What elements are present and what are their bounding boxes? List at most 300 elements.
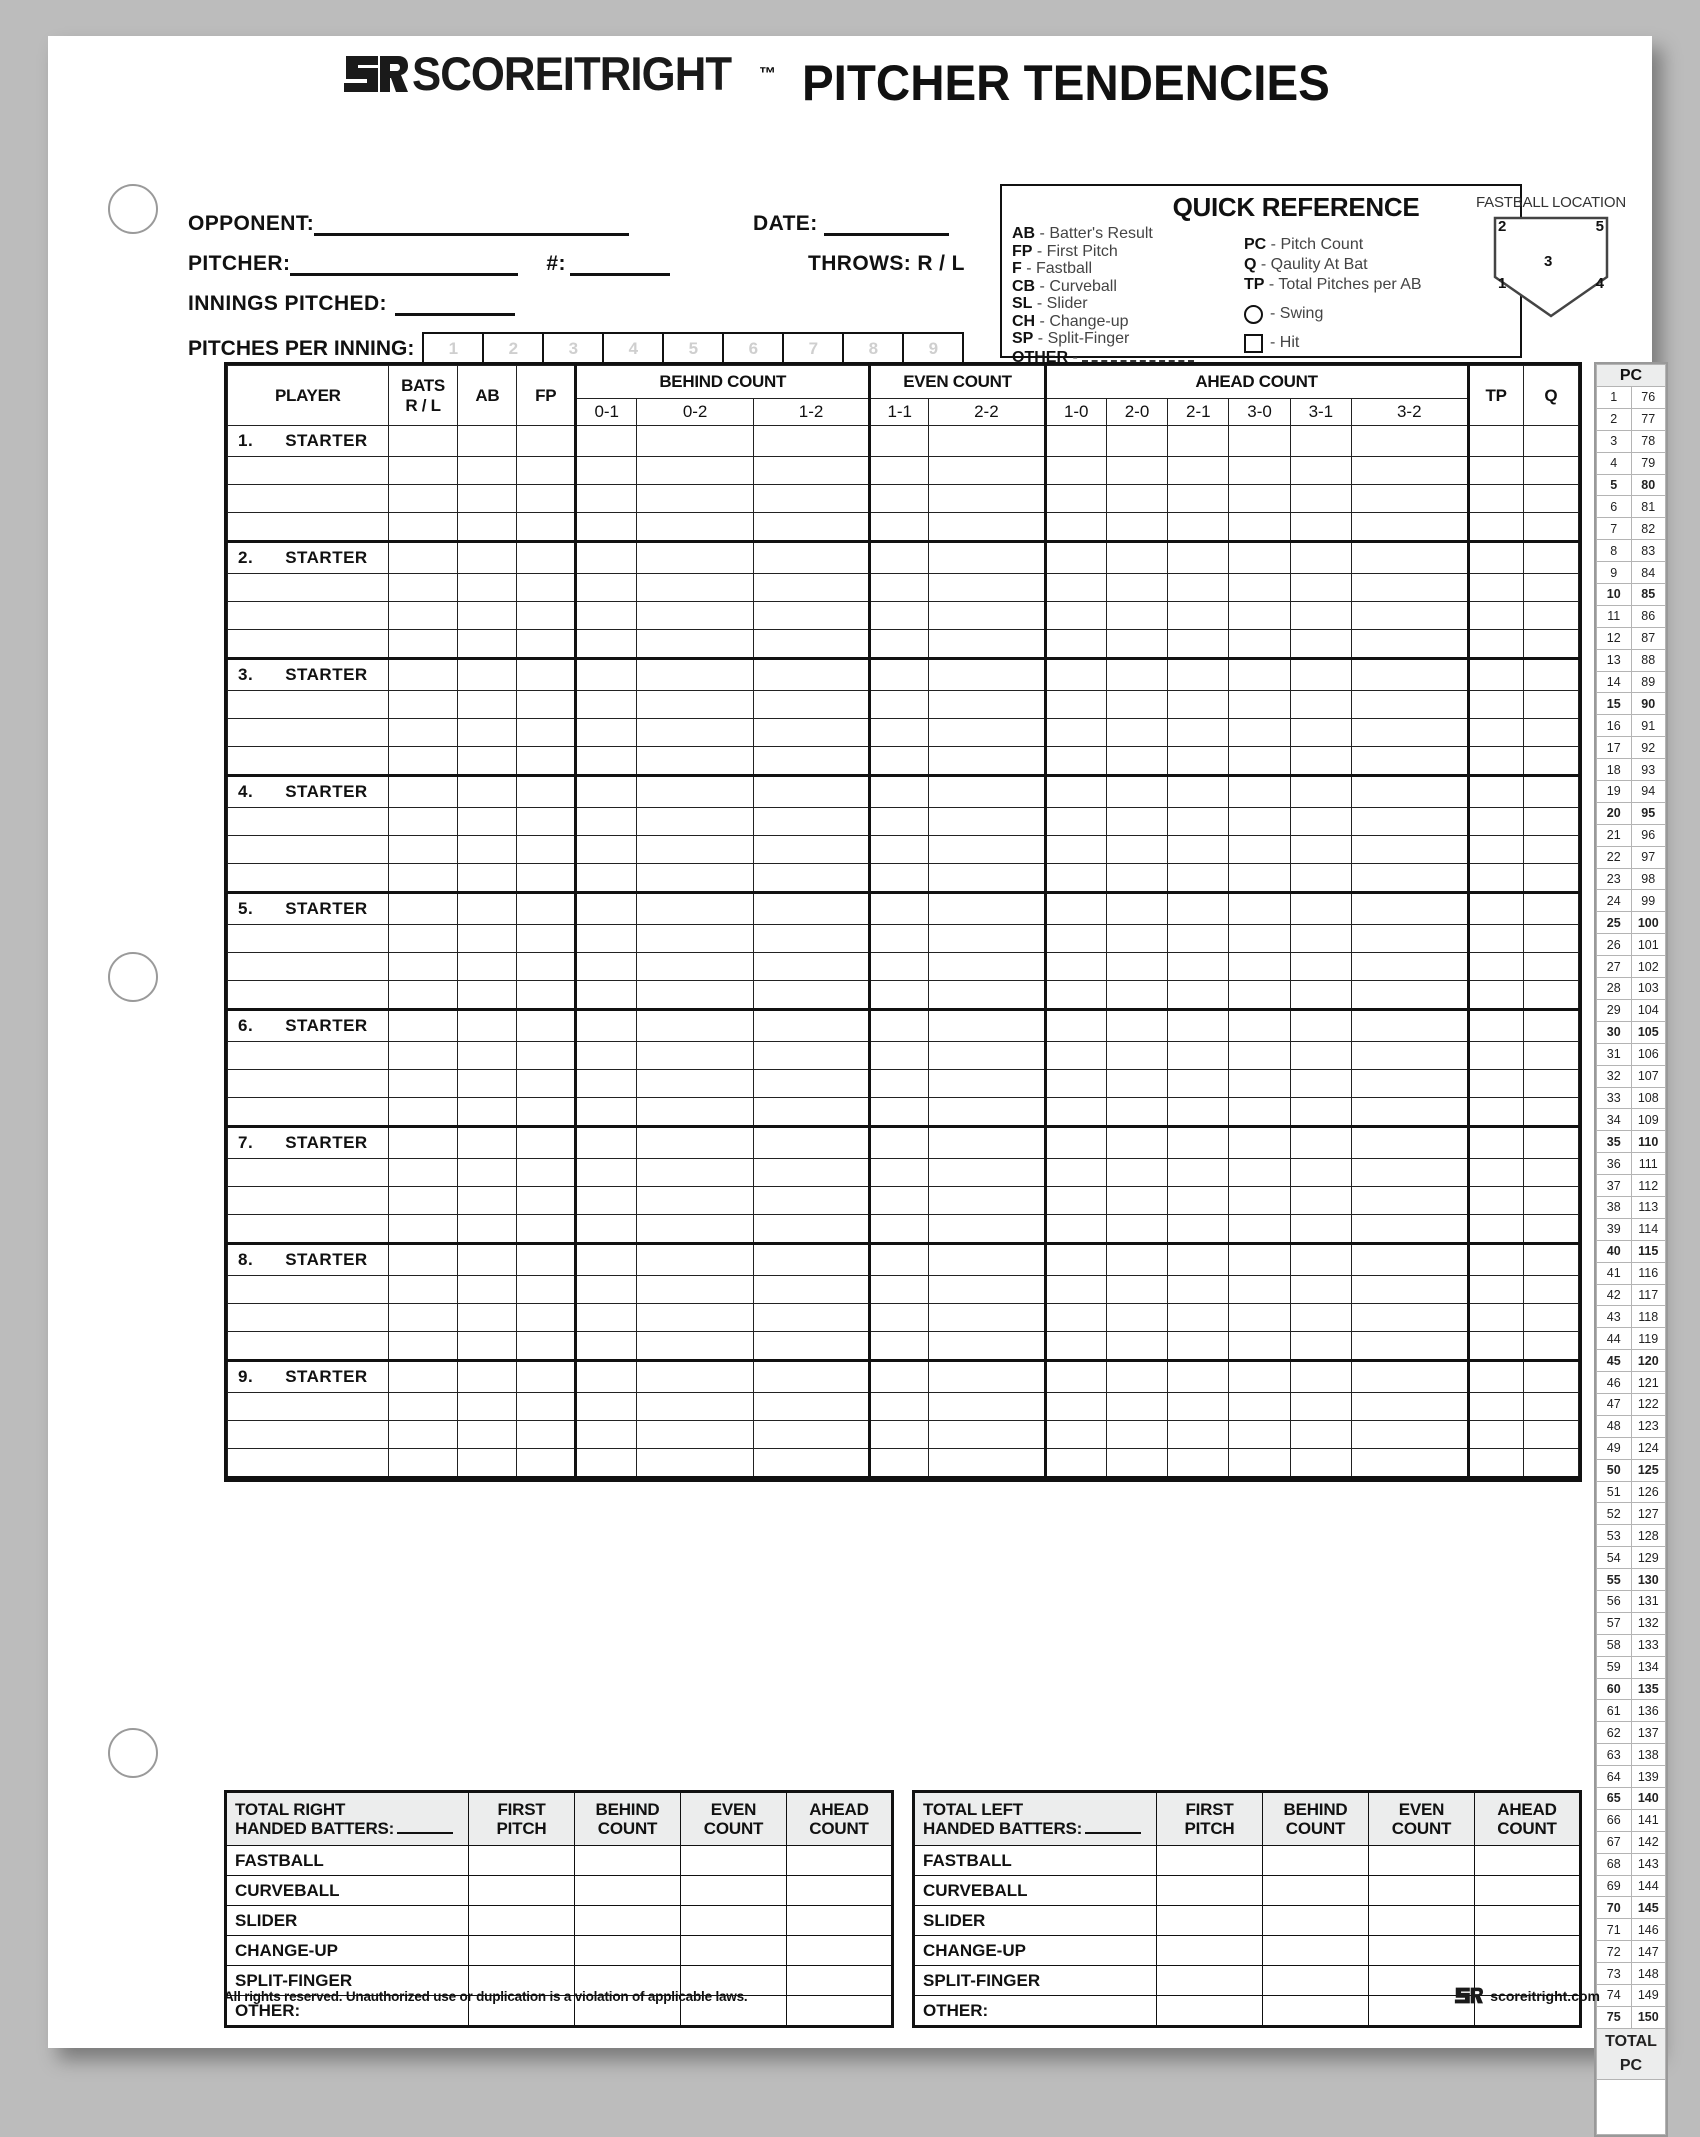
pitch-count-104[interactable]: 104: [1631, 999, 1666, 1021]
entry-cell[interactable]: [1352, 1276, 1469, 1304]
pitch-count-119[interactable]: 119: [1631, 1328, 1666, 1350]
entry-cell[interactable]: [1290, 1215, 1351, 1244]
entry-cell[interactable]: [870, 1187, 929, 1215]
starter-cell[interactable]: [1352, 542, 1469, 574]
starter-cell[interactable]: [1468, 1244, 1523, 1276]
starter-cell[interactable]: [1106, 1127, 1167, 1159]
entry-cell[interactable]: [1106, 1421, 1167, 1449]
pitch-count-row[interactable]: [1597, 1634, 1666, 1656]
entry-cell[interactable]: [388, 1393, 458, 1421]
entry-cell[interactable]: [1229, 1421, 1290, 1449]
starter-cell[interactable]: [1290, 893, 1351, 925]
entry-cell[interactable]: [1468, 1332, 1523, 1361]
entry-cell[interactable]: [517, 747, 576, 776]
pitch-count-row[interactable]: [1597, 1897, 1666, 1919]
entry-cell[interactable]: [458, 1187, 517, 1215]
entry-cell[interactable]: [753, 1042, 869, 1070]
table-row[interactable]: [228, 1098, 1579, 1127]
qref-other-input[interactable]: [1082, 348, 1194, 362]
entry-cell[interactable]: [870, 574, 929, 602]
entry-cell[interactable]: [576, 574, 637, 602]
pitch-count-52[interactable]: 52: [1597, 1503, 1632, 1525]
entry-cell[interactable]: [1352, 1421, 1469, 1449]
entry-cell[interactable]: [929, 1070, 1045, 1098]
pitch-count-112[interactable]: 112: [1631, 1175, 1666, 1197]
entry-cell[interactable]: [1352, 691, 1469, 719]
entry-cell[interactable]: [1168, 602, 1229, 630]
pitch-count-57[interactable]: 57: [1597, 1612, 1632, 1634]
pitch-count-row[interactable]: [1597, 956, 1666, 978]
entry-cell[interactable]: [1106, 808, 1167, 836]
pitch-count-row[interactable]: [1597, 1328, 1666, 1350]
pitch-count-64[interactable]: 64: [1597, 1766, 1632, 1788]
summary-cell[interactable]: [1475, 1846, 1581, 1876]
table-row[interactable]: [228, 1276, 1579, 1304]
starter-cell[interactable]: [929, 776, 1045, 808]
pitch-count-row[interactable]: [1597, 1175, 1666, 1197]
entry-cell[interactable]: [637, 1042, 753, 1070]
starter-header-row[interactable]: [228, 1244, 1579, 1276]
entry-cell[interactable]: [228, 747, 389, 776]
entry-cell[interactable]: [753, 457, 869, 485]
pitch-count-49[interactable]: 49: [1597, 1437, 1632, 1459]
pitch-count-row[interactable]: [1597, 978, 1666, 1000]
pitch-count-40[interactable]: 40: [1597, 1240, 1632, 1262]
summary-cell[interactable]: [787, 1846, 893, 1876]
pitch-count-113[interactable]: 113: [1631, 1196, 1666, 1218]
entry-cell[interactable]: [1290, 953, 1351, 981]
pitch-count-71[interactable]: 71: [1597, 1919, 1632, 1941]
entry-cell[interactable]: [228, 1187, 389, 1215]
entry-cell[interactable]: [1523, 630, 1578, 659]
starter-cell[interactable]: [1045, 659, 1106, 691]
entry-cell[interactable]: [637, 864, 753, 893]
pitch-count-149[interactable]: 149: [1631, 1985, 1666, 2007]
starter-cell[interactable]: [929, 426, 1045, 457]
pitch-count-142[interactable]: 142: [1631, 1831, 1666, 1853]
pitch-count-72[interactable]: 72: [1597, 1941, 1632, 1963]
pitch-count-row[interactable]: [1597, 759, 1666, 781]
pitch-count-84[interactable]: 84: [1631, 562, 1666, 584]
entry-cell[interactable]: [1168, 1449, 1229, 1478]
starter-cell[interactable]: [517, 1127, 576, 1159]
entry-cell[interactable]: [1290, 1159, 1351, 1187]
starter-cell[interactable]: [753, 1244, 869, 1276]
entry-cell[interactable]: [228, 1276, 389, 1304]
inning-cell-1[interactable]: 1: [424, 334, 484, 364]
pitch-count-36[interactable]: 36: [1597, 1153, 1632, 1175]
entry-cell[interactable]: [517, 1098, 576, 1127]
entry-cell[interactable]: [637, 1187, 753, 1215]
entry-cell[interactable]: [637, 1098, 753, 1127]
table-row[interactable]: [228, 691, 1579, 719]
entry-cell[interactable]: [228, 981, 389, 1010]
entry-cell[interactable]: [1045, 808, 1106, 836]
entry-cell[interactable]: [228, 1159, 389, 1187]
pitch-count-3[interactable]: 3: [1597, 430, 1632, 452]
entry-cell[interactable]: [1468, 1393, 1523, 1421]
pitch-count-row[interactable]: [1597, 1590, 1666, 1612]
entry-cell[interactable]: [929, 1042, 1045, 1070]
pitch-count-26[interactable]: 26: [1597, 934, 1632, 956]
entry-cell[interactable]: [1168, 485, 1229, 513]
pitch-count-87[interactable]: 87: [1631, 627, 1666, 649]
pitch-count-row[interactable]: [1597, 1853, 1666, 1875]
starter-cell[interactable]: [517, 659, 576, 691]
starter-cell[interactable]: [1468, 1010, 1523, 1042]
entry-cell[interactable]: [1523, 1098, 1578, 1127]
starter-cell[interactable]: [1290, 1127, 1351, 1159]
pitch-count-88[interactable]: 88: [1631, 649, 1666, 671]
entry-cell[interactable]: [1229, 691, 1290, 719]
starter-cell[interactable]: [637, 659, 753, 691]
pitch-count-row[interactable]: [1597, 1875, 1666, 1897]
pitch-count-6[interactable]: 6: [1597, 496, 1632, 518]
starter-cell[interactable]: [1523, 542, 1578, 574]
entry-cell[interactable]: [753, 574, 869, 602]
entry-cell[interactable]: [1045, 574, 1106, 602]
entry-cell[interactable]: [388, 630, 458, 659]
entry-cell[interactable]: [637, 1421, 753, 1449]
entry-cell[interactable]: [517, 1332, 576, 1361]
starter-cell[interactable]: [1352, 426, 1469, 457]
pitch-count-row[interactable]: [1597, 474, 1666, 496]
starter-cell[interactable]: [1168, 1010, 1229, 1042]
entry-cell[interactable]: [637, 1449, 753, 1478]
pitch-count-row[interactable]: [1597, 562, 1666, 584]
pitch-count-63[interactable]: 63: [1597, 1744, 1632, 1766]
entry-cell[interactable]: [870, 602, 929, 630]
summary-cell[interactable]: [787, 1996, 893, 2027]
entry-cell[interactable]: [1523, 1159, 1578, 1187]
starter-cell[interactable]: [1523, 1361, 1578, 1393]
entry-cell[interactable]: [753, 1159, 869, 1187]
pitch-count-115[interactable]: 115: [1631, 1240, 1666, 1262]
entry-cell[interactable]: [870, 513, 929, 542]
pitch-count-1[interactable]: 1: [1597, 387, 1632, 409]
entry-cell[interactable]: [388, 1098, 458, 1127]
entry-cell[interactable]: [1229, 719, 1290, 747]
starter-header-row[interactable]: [228, 659, 1579, 691]
starter-cell[interactable]: [388, 1010, 458, 1042]
summary-cell[interactable]: [1369, 1846, 1475, 1876]
entry-cell[interactable]: [1523, 1276, 1578, 1304]
entry-cell[interactable]: [753, 1304, 869, 1332]
entry-cell[interactable]: [1468, 1276, 1523, 1304]
pitch-count-85[interactable]: 85: [1631, 584, 1666, 606]
pitch-count-96[interactable]: 96: [1631, 824, 1666, 846]
entry-cell[interactable]: [1523, 1070, 1578, 1098]
date-input[interactable]: [824, 218, 949, 236]
starter-cell[interactable]: [1045, 893, 1106, 925]
entry-cell[interactable]: [870, 925, 929, 953]
inning-cell-8[interactable]: 8: [844, 334, 904, 364]
entry-cell[interactable]: [753, 630, 869, 659]
pitch-count-130[interactable]: 130: [1631, 1569, 1666, 1591]
entry-cell[interactable]: [1168, 808, 1229, 836]
entry-cell[interactable]: [458, 574, 517, 602]
inning-cell-3[interactable]: 3: [544, 334, 604, 364]
starter-cell[interactable]: [458, 1127, 517, 1159]
entry-cell[interactable]: [388, 602, 458, 630]
entry-cell[interactable]: [1352, 808, 1469, 836]
entry-cell[interactable]: [1168, 719, 1229, 747]
entry-cell[interactable]: [458, 864, 517, 893]
entry-cell[interactable]: [1352, 1187, 1469, 1215]
pitch-count-94[interactable]: 94: [1631, 781, 1666, 803]
entry-cell[interactable]: [576, 630, 637, 659]
starter-cell[interactable]: [637, 893, 753, 925]
pitch-count-row[interactable]: [1597, 1350, 1666, 1372]
entry-cell[interactable]: [1229, 1215, 1290, 1244]
entry-cell[interactable]: [517, 513, 576, 542]
starter-cell[interactable]: [1168, 776, 1229, 808]
entry-cell[interactable]: [576, 1098, 637, 1127]
starter-cell[interactable]: [870, 1127, 929, 1159]
starter-cell[interactable]: [1523, 1127, 1578, 1159]
entry-cell[interactable]: [929, 485, 1045, 513]
entry-cell[interactable]: [576, 457, 637, 485]
pitch-count-77[interactable]: 77: [1631, 408, 1666, 430]
summary-cell[interactable]: [575, 1876, 681, 1906]
starter-cell[interactable]: [1045, 426, 1106, 457]
inning-cell-9[interactable]: 9: [928, 339, 939, 358]
entry-cell[interactable]: [637, 691, 753, 719]
entry-cell[interactable]: [1468, 457, 1523, 485]
entry-cell[interactable]: [1045, 1449, 1106, 1478]
pitch-count-74[interactable]: 74: [1597, 1985, 1632, 2007]
entry-cell[interactable]: [929, 1449, 1045, 1478]
pitch-count-row[interactable]: [1597, 693, 1666, 715]
entry-cell[interactable]: [870, 1070, 929, 1098]
entry-cell[interactable]: [517, 1215, 576, 1244]
starter-cell[interactable]: [1523, 776, 1578, 808]
entry-cell[interactable]: [1352, 513, 1469, 542]
starter-cell[interactable]: [929, 1361, 1045, 1393]
inning-cell-5[interactable]: 5: [664, 334, 724, 364]
summary-cell[interactable]: [575, 1906, 681, 1936]
starter-cell[interactable]: [929, 659, 1045, 691]
entry-cell[interactable]: [1290, 602, 1351, 630]
entry-cell[interactable]: [1468, 1159, 1523, 1187]
starter-cell[interactable]: [517, 776, 576, 808]
entry-cell[interactable]: [576, 1421, 637, 1449]
entry-cell[interactable]: [1523, 1304, 1578, 1332]
starter-cell[interactable]: [1523, 426, 1578, 457]
pitch-count-row[interactable]: [1597, 846, 1666, 868]
pitch-count-30[interactable]: 30: [1597, 1021, 1632, 1043]
entry-cell[interactable]: [1168, 513, 1229, 542]
pitch-count-row[interactable]: [1597, 496, 1666, 518]
starter-cell[interactable]: [458, 1361, 517, 1393]
pitch-count-111[interactable]: 111: [1631, 1153, 1666, 1175]
table-row[interactable]: [228, 1215, 1579, 1244]
entry-cell[interactable]: [1468, 953, 1523, 981]
entry-cell[interactable]: [1229, 1042, 1290, 1070]
entry-cell[interactable]: [517, 1449, 576, 1478]
entry-cell[interactable]: [1229, 981, 1290, 1010]
entry-cell[interactable]: [637, 719, 753, 747]
starter-cell[interactable]: [1352, 1010, 1469, 1042]
entry-cell[interactable]: [1229, 808, 1290, 836]
entry-cell[interactable]: [517, 602, 576, 630]
starter-header-row[interactable]: [228, 1010, 1579, 1042]
pitch-count-row[interactable]: [1597, 1985, 1666, 2007]
entry-cell[interactable]: [1168, 1276, 1229, 1304]
entry-cell[interactable]: [388, 574, 458, 602]
entry-cell[interactable]: [929, 981, 1045, 1010]
entry-cell[interactable]: [1468, 719, 1523, 747]
entry-cell[interactable]: [1229, 747, 1290, 776]
entry-cell[interactable]: [458, 747, 517, 776]
pitch-count-62[interactable]: 62: [1597, 1722, 1632, 1744]
entry-cell[interactable]: [1468, 836, 1523, 864]
entry-cell[interactable]: [1106, 925, 1167, 953]
entry-cell[interactable]: [1045, 1070, 1106, 1098]
entry-cell[interactable]: [1106, 836, 1167, 864]
entry-cell[interactable]: [228, 1098, 389, 1127]
entry-cell[interactable]: [637, 513, 753, 542]
pitch-count-127[interactable]: 127: [1631, 1503, 1666, 1525]
throws-label[interactable]: THROWS: R / L: [808, 252, 965, 275]
entry-cell[interactable]: [1045, 981, 1106, 1010]
entry-cell[interactable]: [1352, 630, 1469, 659]
pitch-count-101[interactable]: 101: [1631, 934, 1666, 956]
entry-cell[interactable]: [1523, 1215, 1578, 1244]
summary-cell[interactable]: [469, 1846, 575, 1876]
entry-cell[interactable]: [870, 630, 929, 659]
pitch-count-146[interactable]: 146: [1631, 1919, 1666, 1941]
pitch-count-93[interactable]: 93: [1631, 759, 1666, 781]
starter-cell[interactable]: [1290, 659, 1351, 691]
starter-cell[interactable]: [637, 1361, 753, 1393]
entry-cell[interactable]: [1523, 925, 1578, 953]
pitch-count-row[interactable]: [1597, 824, 1666, 846]
starter-cell[interactable]: [1106, 426, 1167, 457]
entry-cell[interactable]: [458, 1304, 517, 1332]
summary-cell[interactable]: [1263, 1906, 1369, 1936]
entry-cell[interactable]: [517, 457, 576, 485]
pitch-count-144[interactable]: 144: [1631, 1875, 1666, 1897]
pitch-count-82[interactable]: 82: [1631, 518, 1666, 540]
entry-cell[interactable]: [228, 1421, 389, 1449]
entry-cell[interactable]: [1523, 864, 1578, 893]
entry-cell[interactable]: [1045, 1421, 1106, 1449]
entry-cell[interactable]: [1168, 630, 1229, 659]
summary-cell[interactable]: [681, 1906, 787, 1936]
entry-cell[interactable]: [517, 719, 576, 747]
pitch-count-137[interactable]: 137: [1631, 1722, 1666, 1744]
entry-cell[interactable]: [1290, 1332, 1351, 1361]
starter-cell[interactable]: [870, 1010, 929, 1042]
entry-cell[interactable]: [929, 836, 1045, 864]
entry-cell[interactable]: [1290, 719, 1351, 747]
pitch-count-row[interactable]: [1597, 649, 1666, 671]
entry-cell[interactable]: [228, 1215, 389, 1244]
starter-cell[interactable]: [870, 426, 929, 457]
entry-cell[interactable]: [228, 953, 389, 981]
entry-cell[interactable]: [870, 719, 929, 747]
pitch-count-16[interactable]: 16: [1597, 715, 1632, 737]
pitch-count-row[interactable]: [1597, 408, 1666, 430]
entry-cell[interactable]: [458, 1098, 517, 1127]
entry-cell[interactable]: [1468, 630, 1523, 659]
entry-cell[interactable]: [458, 691, 517, 719]
entry-cell[interactable]: [1352, 953, 1469, 981]
starter-cell[interactable]: [458, 776, 517, 808]
starter-cell[interactable]: [458, 659, 517, 691]
entry-cell[interactable]: [929, 747, 1045, 776]
entry-cell[interactable]: [1290, 691, 1351, 719]
pitch-count-row[interactable]: [1597, 1393, 1666, 1415]
entry-cell[interactable]: [753, 1070, 869, 1098]
pitch-count-95[interactable]: 95: [1631, 802, 1666, 824]
pitch-count-row[interactable]: [1597, 1415, 1666, 1437]
entry-cell[interactable]: [1229, 1098, 1290, 1127]
pitch-count-135[interactable]: 135: [1631, 1678, 1666, 1700]
entry-cell[interactable]: [1229, 1276, 1290, 1304]
entry-cell[interactable]: [1468, 1070, 1523, 1098]
entry-cell[interactable]: [1290, 1421, 1351, 1449]
entry-cell[interactable]: [517, 1304, 576, 1332]
entry-cell[interactable]: [517, 836, 576, 864]
pitch-count-row[interactable]: [1597, 1788, 1666, 1810]
pitch-count-row[interactable]: [1597, 1087, 1666, 1109]
entry-cell[interactable]: [576, 808, 637, 836]
pitch-count-116[interactable]: 116: [1631, 1262, 1666, 1284]
inning-cell-6[interactable]: 6: [724, 334, 784, 364]
entry-cell[interactable]: [1468, 1421, 1523, 1449]
entry-cell[interactable]: [228, 719, 389, 747]
summary-cell[interactable]: [1263, 1996, 1369, 2027]
table-row[interactable]: [228, 574, 1579, 602]
summary-cell[interactable]: [681, 1936, 787, 1966]
pitch-count-45[interactable]: 45: [1597, 1350, 1632, 1372]
starter-cell[interactable]: [753, 659, 869, 691]
starter-cell[interactable]: [388, 659, 458, 691]
starter-cell[interactable]: [1290, 1361, 1351, 1393]
entry-cell[interactable]: [1352, 981, 1469, 1010]
entry-cell[interactable]: [388, 1276, 458, 1304]
entry-cell[interactable]: [1352, 1304, 1469, 1332]
entry-cell[interactable]: [517, 574, 576, 602]
starter-cell[interactable]: [1168, 426, 1229, 457]
table-row[interactable]: [228, 1449, 1579, 1478]
entry-cell[interactable]: [753, 925, 869, 953]
entry-cell[interactable]: [753, 513, 869, 542]
summary-cell[interactable]: [1157, 1936, 1263, 1966]
entry-cell[interactable]: [1106, 747, 1167, 776]
pitch-count-68[interactable]: 68: [1597, 1853, 1632, 1875]
entry-cell[interactable]: [1468, 747, 1523, 776]
entry-cell[interactable]: [1290, 485, 1351, 513]
entry-cell[interactable]: [228, 836, 389, 864]
starter-cell[interactable]: [1045, 776, 1106, 808]
starter-cell[interactable]: [870, 542, 929, 574]
entry-cell[interactable]: [1106, 1304, 1167, 1332]
entry-cell[interactable]: [1523, 457, 1578, 485]
entry-cell[interactable]: [1352, 836, 1469, 864]
entry-cell[interactable]: [517, 485, 576, 513]
entry-cell[interactable]: [637, 1393, 753, 1421]
starter-cell[interactable]: [388, 1244, 458, 1276]
entry-cell[interactable]: [576, 719, 637, 747]
pitch-count-row[interactable]: [1597, 1547, 1666, 1569]
pitch-count-2[interactable]: 2: [1597, 408, 1632, 430]
pitch-count-81[interactable]: 81: [1631, 496, 1666, 518]
entry-cell[interactable]: [1229, 1070, 1290, 1098]
pitch-count-90[interactable]: 90: [1631, 693, 1666, 715]
